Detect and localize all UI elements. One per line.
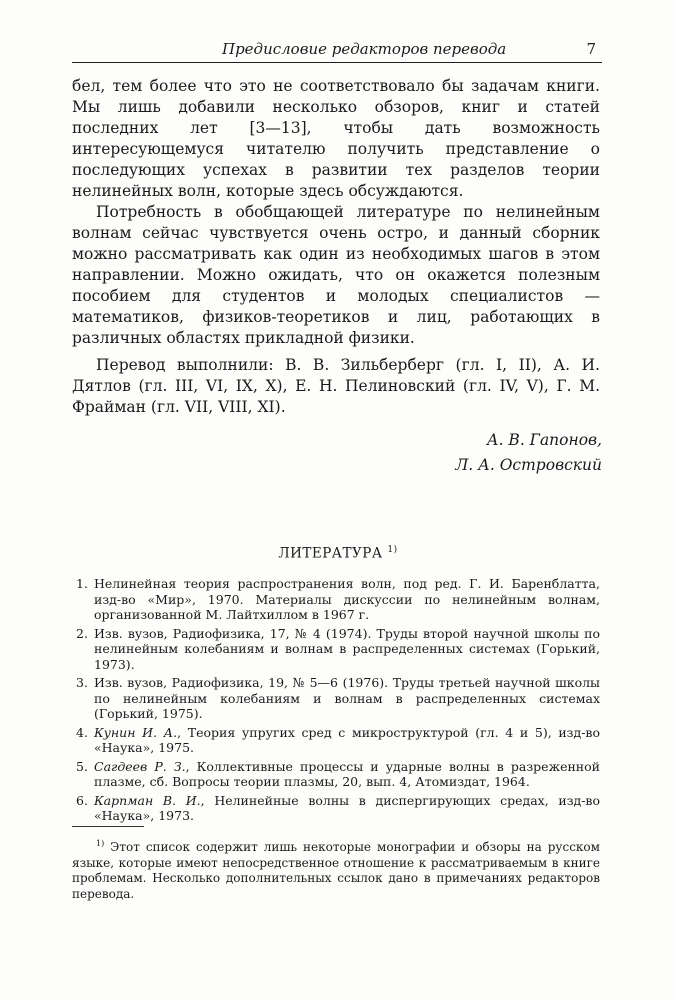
reference-number: 3.	[76, 675, 88, 690]
footnote-text: Этот список содержит лишь некоторые монографии и обзоры на русском языке, которые имеют непосредственное отношение к рассматриваемым в книге проблемам. Несколько дополнительных ссылок дано в примечаниях редакторов перевода.	[72, 840, 600, 901]
reference-item	[72, 576, 600, 623]
main-text	[72, 76, 600, 349]
reference-item	[72, 725, 600, 756]
page-number: 7	[586, 40, 596, 58]
reference-text: , Нелинейные волны в диспергирующих средах, изд-во «Наука», 1973.	[94, 792, 600, 823]
footnote-mark: 1)	[96, 839, 105, 848]
reference-item	[72, 759, 600, 790]
reference-text: , Коллективные процессы и ударные волны в разреженной плазме, сб. Вопросы теории плазмы, 20, вып. 4, Атомиздат, 1964.	[94, 758, 600, 789]
reference-item	[72, 793, 600, 824]
reference-text: , Теория упругих сред с микроструктурой (гл. 4 и 5), изд-во «Наука», 1975.	[94, 724, 600, 755]
translators-note: Перевод выполнили: В. В. Зильберберг (гл. I, II), А. И. Дятлов (гл. III, VI, IX, X), Е. Н. Пелиновский (гл. IV, V), Г. М. Фрайман (гл. VII, VIII, XI).	[72, 356, 600, 416]
reference-number: 6.	[76, 792, 88, 808]
literature-heading-text: ЛИТЕРАТУРА	[278, 545, 383, 562]
running-title: Предисловие редакторов перевода	[222, 40, 507, 58]
reference-author: Карпман В. И.	[94, 792, 201, 808]
reference-text: Изв. вузов, Радиофизика, 17, № 4 (1974). Труды второй научной школы по нелинейным колебаниям и волнам в распределенных системах (Горький, 1973).	[94, 625, 600, 672]
reference-author: Сагдеев Р. З.	[94, 758, 186, 774]
editors-signature	[302, 428, 602, 478]
reference-item	[72, 626, 600, 673]
reference-list	[72, 576, 600, 827]
footnote	[72, 836, 600, 902]
reference-text: Изв. вузов, Радиофизика, 19, № 5—6 (1976). Труды третьей научной школы по нелинейным колебаниям и волнам в распределенных системах (Горький, 1975).	[94, 675, 600, 721]
reference-item	[72, 675, 600, 722]
reference-number: 5.	[76, 758, 88, 774]
literature-heading	[0, 545, 676, 562]
reference-number: 2.	[76, 625, 88, 641]
reference-text: Нелинейная теория распространения волн, под ред. Г. И. Баренблатта, изд-во «Мир», 1970. Материалы дискуссии по нелинейным волнам, организованной М. Лайтхиллом в 1967 г.	[94, 576, 600, 622]
paragraph-2: Потребность в обобщающей литературе по нелинейным волнам сейчас чувствуется очень остро, и данный сборник можно рассматривать как один из необходимых шагов в этом направлении. Можно ожидать, что он окажется полезным пособием для студентов и молодых специалистов — математиков, физиков-теоретиков и лиц, работающих в различных областях прикладной физики.	[72, 203, 600, 347]
reference-number: 4.	[76, 724, 88, 740]
literature-footnote-mark: 1)	[387, 545, 398, 555]
editor-name-2: Л. А. Островский	[455, 456, 602, 474]
reference-number: 1.	[76, 576, 88, 591]
editor-name-1: А. В. Гапонов,	[486, 431, 602, 449]
reference-author: Кунин И. А.	[94, 724, 178, 740]
footnote-rule	[72, 826, 144, 827]
paragraph-1: бел, тем более что это не соответствовало бы задачам книги. Мы лишь добавили несколько обзоров, книг и статей последних лет [3—13], чтобы дать возможность интересующемуся читателю получить представление о последующих успехах в развитии тех разделов теории нелинейных волн, которые здесь обсуждаются.	[72, 77, 600, 200]
running-header	[72, 36, 602, 63]
